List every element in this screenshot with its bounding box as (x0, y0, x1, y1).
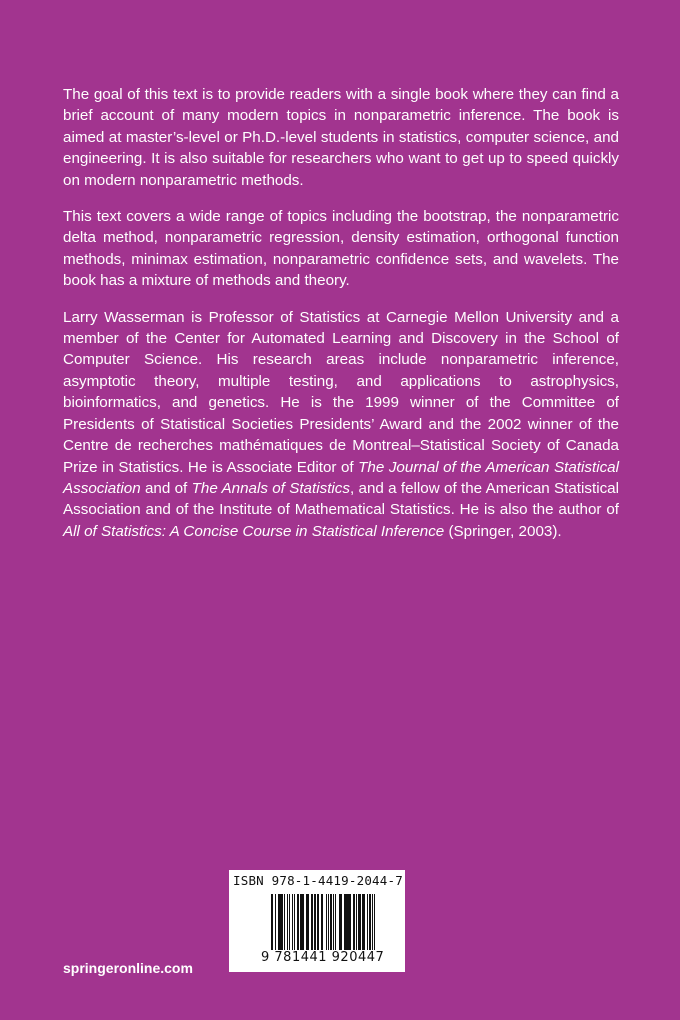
bio-text: Larry Wasserman is Professor of Statistics at Carnegie Mellon University and a member of the Center for Automated Learning and Discovery in the School of Computer Science. His research areas include nonparametric inference, asymptotic theory, multiple testing, and applications to astrophysics, bioinformatics, and genetics. He is the 1999 winner of the Committee of Presidents of Statistical Societies Presidents’ Award and the 2002 winner of the Centre de recherches mathématiques de Montreal–Statistical Society of Canada Prize in Statistics. He is Associate Editor of (63, 308, 619, 476)
author-bio (63, 307, 619, 542)
barcode-bars (271, 894, 376, 956)
book-title: All of Statistics: A Concise Course in Statistical Inference (63, 522, 445, 540)
barcode-bar (375, 894, 376, 950)
publisher-website: springeronline.com (63, 960, 193, 976)
blurb-paragraph-goal: The goal of this text is to provide readers with a single book where they can find a brief account of many modern topics in nonparametric inference. The book is aimed at master’s-level or Ph.D.-level students in statistics, computer science, and engineering. It is also suitable for researchers who want to get up to speed quickly on modern nonparametric methods. (63, 86, 619, 189)
bio-text: , and a fellow of the American Statistical Association and of the Institute of Mathematical Statistics. He is also the author of (63, 479, 620, 519)
journal-title: The Annals of Statistics (191, 479, 350, 497)
journal-title: The Journal of the American Statistical Association (63, 458, 619, 497)
back-cover-blurb (63, 84, 619, 557)
ean-digits: 9 781441 920447 (261, 950, 385, 965)
isbn-label: ISBN 978-1-4419-2044-7 (233, 873, 403, 888)
bio-text: (Springer, 2003). (444, 522, 562, 540)
bio-text: and of (140, 479, 192, 497)
blurb-paragraph-topics: This text covers a wide range of topics including the bootstrap, the nonparametric delta method, nonparametric regression, density estimation, orthogonal function methods, minimax estimation, nonparametric confidence sets, and wavelets. The book has a mixture of methods and theory. (63, 208, 619, 290)
isbn-barcode (229, 870, 405, 972)
